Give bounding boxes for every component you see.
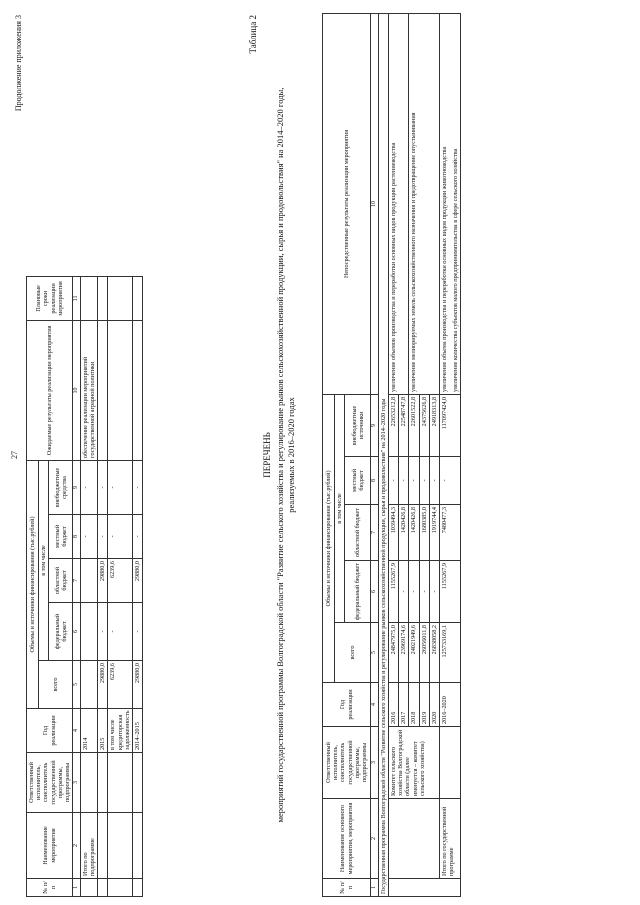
row-local: - [399, 457, 409, 505]
table-row [81, 13, 98, 897]
col-num: 4 [371, 683, 379, 727]
th-executor: Ответственный исполнитель, соисполнитель государственной программы, подпрограммы [323, 727, 371, 799]
row-regional: 1420426,8 [399, 505, 409, 561]
row-total: 24847975,0 [389, 623, 399, 683]
top-table [26, 13, 143, 897]
th-local: местный бюджет [49, 515, 73, 559]
row-local: - [429, 457, 439, 505]
row-extra: - [108, 460, 132, 514]
col-num: 8 [73, 515, 81, 559]
th-federal: федеральный бюджет [49, 603, 73, 661]
result-item: увеличение объемов производства и переработки основных видов продукции растениеводства [389, 14, 409, 395]
row-total: 26838058,2 [429, 623, 439, 683]
row-federal [81, 603, 98, 661]
list-subtitle: мероприятий государственной программы Волгоградской области "Развитие сельского хозяйства и регулирование рынков сельскохозяйственной продукции, сырья и продовольствия" на 2014–2020 годы, реализуемых в 2016–2020 годах [275, 87, 296, 823]
table-row [108, 13, 132, 897]
bottom-table [322, 13, 461, 897]
row-total: 23969174,6 [399, 623, 409, 683]
th-finance: Объемы и источники финансирования (тыс.рублей) [27, 460, 39, 708]
th-federal: федеральный бюджет [345, 561, 371, 623]
row-extra: 24918313,8 [429, 394, 439, 456]
row-total [81, 661, 98, 709]
row-regional: 1039494,3 [389, 505, 399, 561]
col-num: 5 [73, 661, 81, 709]
row-regional: 29880,0 [132, 559, 142, 603]
row-local: - [419, 457, 429, 505]
row-year: 2018 [409, 683, 419, 727]
row-regional: 7480477,3 [439, 505, 460, 561]
total-label: Итого по государственной программе [439, 799, 460, 879]
th-finance: Объемы и источники финансирования (тыс.рублей) [323, 394, 335, 682]
row-expected: обеспечение реализации мероприятий государственной аграрной политики [81, 320, 98, 460]
col-num: 9 [371, 394, 379, 456]
row-local: - [98, 515, 108, 559]
col-num: 3 [73, 753, 81, 813]
table-row [98, 13, 108, 897]
row-year: 2014–2015 [132, 709, 142, 753]
col-num: 2 [73, 813, 81, 879]
row-year: в том числе кредиторская задолженность [108, 709, 132, 753]
th-year: Год реализации [27, 709, 73, 753]
row-regional: 1420426,8 [409, 505, 419, 561]
th-incl: в том числе [39, 460, 49, 660]
continuation-label: Продолжение приложения 3 [14, 15, 23, 112]
row-federal: - [98, 603, 108, 661]
table-row [132, 13, 142, 897]
row-federal: - [108, 603, 132, 661]
row-total: 24021949,6 [409, 623, 419, 683]
col-num: 6 [73, 603, 81, 661]
th-name: Наименование мероприятия [27, 813, 73, 879]
result-item: увеличение мелиорируемых земель сельскохозяйственного назначения и предотвращение опустынивания [409, 14, 439, 395]
th-regional: областной бюджет [345, 505, 371, 561]
result-item-text: увеличение объема производства и переработки основных видов продукции животноводства [440, 146, 448, 392]
col-num: 7 [73, 559, 81, 603]
result-item [439, 14, 460, 395]
th-regional: областной бюджет [49, 559, 73, 603]
th-local: местный бюджет [345, 457, 371, 505]
row-year: 2020 [429, 683, 439, 727]
row-name: Итого по подпрограмме [81, 813, 98, 879]
row-local: - [409, 457, 419, 505]
row-federal: - [132, 603, 142, 661]
col-num: 1 [371, 879, 379, 897]
row-regional: 29880,0 [98, 559, 108, 603]
th-deadline: Плановые сроки реализации мероприятия [27, 276, 73, 320]
th-no: № п/п [323, 879, 371, 897]
th-incl: в том числе [335, 394, 345, 622]
row-federal: - [409, 561, 419, 623]
th-year: Год реализации [323, 683, 371, 727]
col-num: 7 [371, 505, 379, 561]
col-num: 5 [371, 623, 379, 683]
col-num: 11 [73, 276, 81, 320]
row-year: 2017 [399, 683, 409, 727]
row-regional: 1680385,0 [419, 505, 429, 561]
col-num: 8 [371, 457, 379, 505]
row-total: 125733169,1 [439, 623, 460, 683]
th-executor: Ответственный исполнитель, соисполнитель государственной программы, подпрограммы [27, 753, 73, 813]
row-federal: - [419, 561, 429, 623]
row-year: 2016 [389, 683, 399, 727]
page-number: 27 [10, 451, 19, 459]
row-extra: 22653212,8 [389, 394, 399, 456]
list-title: ПЕРЕЧЕНЬ [262, 432, 272, 478]
th-extra: внебюджетные средства [49, 460, 73, 514]
row-local: - [81, 515, 98, 559]
row-total: 29880,0 [98, 661, 108, 709]
th-no: № п/п [27, 879, 73, 897]
row-federal: 1155267,9 [439, 561, 460, 623]
row-extra: 117097424,0 [439, 394, 460, 456]
table-label: Таблица 2 [248, 15, 258, 54]
col-num: 6 [371, 561, 379, 623]
th-extra: внебюджетные источники [345, 394, 371, 456]
row-regional: 1919744,4 [429, 505, 439, 561]
row-federal: - [429, 561, 439, 623]
row-local: - [439, 457, 460, 505]
th-expected: Ожидаемые результаты реализации мероприятия [27, 320, 73, 460]
col-num: 9 [73, 460, 81, 514]
col-num: 10 [73, 320, 81, 460]
row-year: 2015 [98, 709, 108, 753]
row-regional: 6239,6 [108, 559, 132, 603]
th-name: Наименование основного мероприятия, мероприятия [323, 799, 371, 879]
col-num: 1 [73, 879, 81, 897]
row-extra: - [98, 460, 108, 514]
table-row-total [439, 14, 460, 897]
th-total: всего [39, 661, 73, 709]
th-results: Непосредственные результаты реализации мероприятия [323, 14, 371, 395]
row-extra: - [81, 460, 98, 514]
col-num: 2 [371, 799, 379, 879]
col-num: 4 [73, 709, 81, 753]
col-num: 3 [371, 727, 379, 799]
table-row [389, 14, 399, 897]
row-local: - [132, 515, 142, 559]
result-item-text: увеличение количества субъектов малого предпринимательства в сфере сельского хозяйства [451, 148, 459, 392]
row-federal: - [399, 561, 409, 623]
program-title-row: Государственная программа Волгоградской области "Развитие сельского хозяйства и регулирование рынков сельскохозяйственной продукции, сырья и продовольствия" на 2014–2020 годы [379, 14, 389, 897]
row-extra: 22601522,8 [409, 394, 419, 456]
th-total: всего [335, 623, 371, 683]
row-total: 29880,0 [132, 661, 142, 709]
row-extra: - [132, 460, 142, 514]
row-local: - [108, 515, 132, 559]
executor-cell: Комитет сельского хозяйства Волгоградской области (далее именуется – комитет сельского хозяйства) [389, 727, 440, 799]
row-federal: 1155267,9 [389, 561, 399, 623]
row-total: 26056011,8 [419, 623, 429, 683]
row-year: 2016–2020 [439, 683, 460, 727]
row-regional [81, 559, 98, 603]
row-extra: 24375626,8 [419, 394, 429, 456]
row-local: - [389, 457, 399, 505]
col-num: 10 [371, 14, 379, 395]
row-total: 6239,6 [108, 661, 132, 709]
row-year: 2019 [419, 683, 429, 727]
row-year: 2014 [81, 709, 98, 753]
row-extra: 22548747,8 [399, 394, 409, 456]
